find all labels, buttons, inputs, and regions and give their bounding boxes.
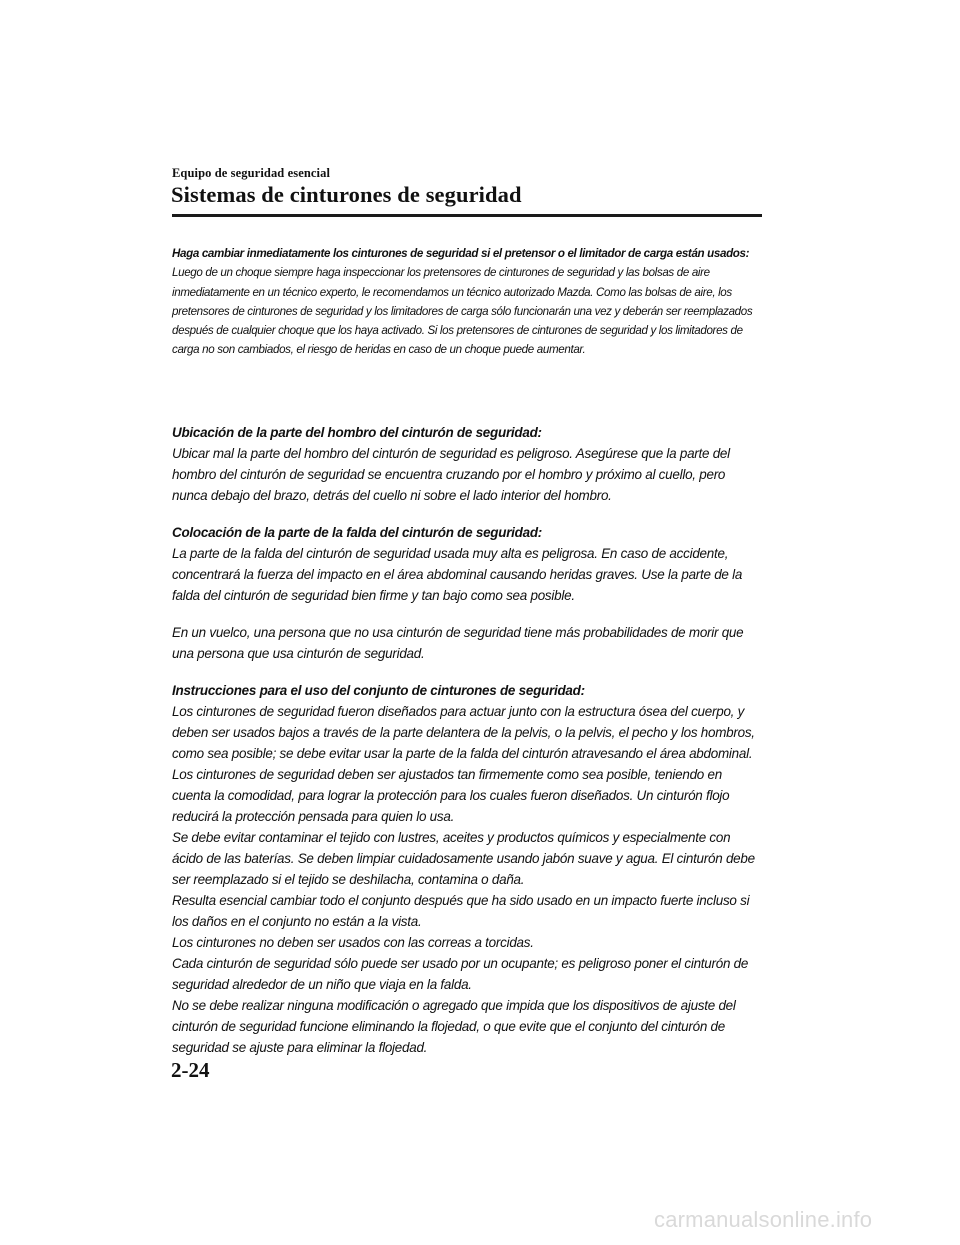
paragraph-usage-instructions	[172, 680, 762, 1058]
page-number: 2-24	[171, 1058, 210, 1082]
paragraph-text: Cada cinturón de seguridad sólo puede ser usado por un ocupante; es peligroso poner el cinturón de seguridad alrededor de un niño que viaja en la falda.	[172, 956, 749, 992]
paragraph-text: Resulta esencial cambiar todo el conjunto después que ha sido usado en un impacto fuerte incluso si los daños en el conjunto no están a la vista.	[172, 893, 750, 929]
paragraph-heading: Colocación de la parte de la falda del cinturón de seguridad:	[172, 525, 543, 540]
warning-text: Luego de un choque siempre haga inspeccionar los pretensores de cinturones de seguridad y las bolsas de aire inmediatamente en un técnico experto, le recomendamos un técnico autorizado Mazda. Como las bolsas de aire, los pretensores de cinturones de seguridad y los limitadores de carga sólo funcionarán una vez y deberán ser reemplazados después de cualquier choque que los haya activado. Si los pretensores de cinturones de seguridad y los limitadores de carga no son cambiados, el riesgo de heridas en caso de un choque puede aumentar.	[172, 266, 753, 357]
title-divider	[172, 214, 762, 217]
body-text	[172, 422, 762, 1074]
paragraph-rollover	[172, 622, 762, 664]
watermark: carmanualsonline.info	[654, 1207, 873, 1232]
paragraph-text: Se debe evitar contaminar el tejido con lustres, aceites y productos químicos y especialmente con ácido de las baterías. Se deben limpiar cuidadosamente usando jabón suave y agua. El cinturón debe ser reemplazado si el tejido se deshilacha, contamina o daña.	[172, 830, 755, 887]
paragraph-text: No se debe realizar ninguna modificación o agregado que impida que los dispositivos de ajuste del cinturón de seguridad funcione eliminando la flojedad, o que evite que el conjunto del cinturón de seguridad se ajuste para eliminar la flojedad.	[172, 998, 736, 1055]
warning-heading: Haga cambiar inmediatamente los cinturones de seguridad si el pretensor o el limitador de carga están usados:	[172, 247, 750, 260]
paragraph-shoulder-belt	[172, 422, 762, 506]
paragraph-text: En un vuelco, una persona que no usa cinturón de seguridad tiene más probabilidades de morir que una persona que usa cinturón de seguridad.	[172, 625, 744, 661]
paragraph-text: Los cinturones de seguridad fueron diseñados para actuar junto con la estructura ósea del cuerpo, y deben ser usados bajos a través de la parte delantera de la pelvis, o la pelvis, el pecho y los hombros, como sea posible; se debe evitar usar la parte de la falda del cinturón atravesando el área abdominal.	[172, 704, 755, 761]
paragraph-text: Los cinturones de seguridad deben ser ajustados tan firmemente como sea posible, teniendo en cuenta la comodidad, para lograr la protección para los cuales fueron diseñados. Un cinturón flojo reducirá la protección pensada para quien lo usa.	[172, 767, 730, 824]
warning-block	[172, 244, 760, 360]
paragraph-heading: Instrucciones para el uso del conjunto de cinturones de seguridad:	[172, 683, 585, 698]
paragraph-heading: Ubicación de la parte del hombro del cinturón de seguridad:	[172, 425, 542, 440]
paragraph-text: Los cinturones no deben ser usados con las correas a torcidas.	[172, 935, 534, 950]
paragraph-lap-belt	[172, 522, 762, 606]
paragraph-text: La parte de la falda del cinturón de seguridad usada muy alta es peligrosa. En caso de accidente, concentrará la fuerza del impacto en el área abdominal causando heridas graves. Use la parte de la falda del cinturón de seguridad bien firme y tan bajo como sea posible.	[172, 546, 743, 603]
paragraph-text: Ubicar mal la parte del hombro del cinturón de seguridad es peligroso. Asegúrese que la parte del hombro del cinturón de seguridad se encuentra cruzando por el hombro y próximo al cuello, pero nunca debajo del brazo, detrás del cuello ni sobre el lado interior del hombro.	[172, 446, 730, 503]
section-label: Equipo de seguridad esencial	[172, 166, 331, 180]
page-title: Sistemas de cinturones de seguridad	[171, 182, 522, 207]
